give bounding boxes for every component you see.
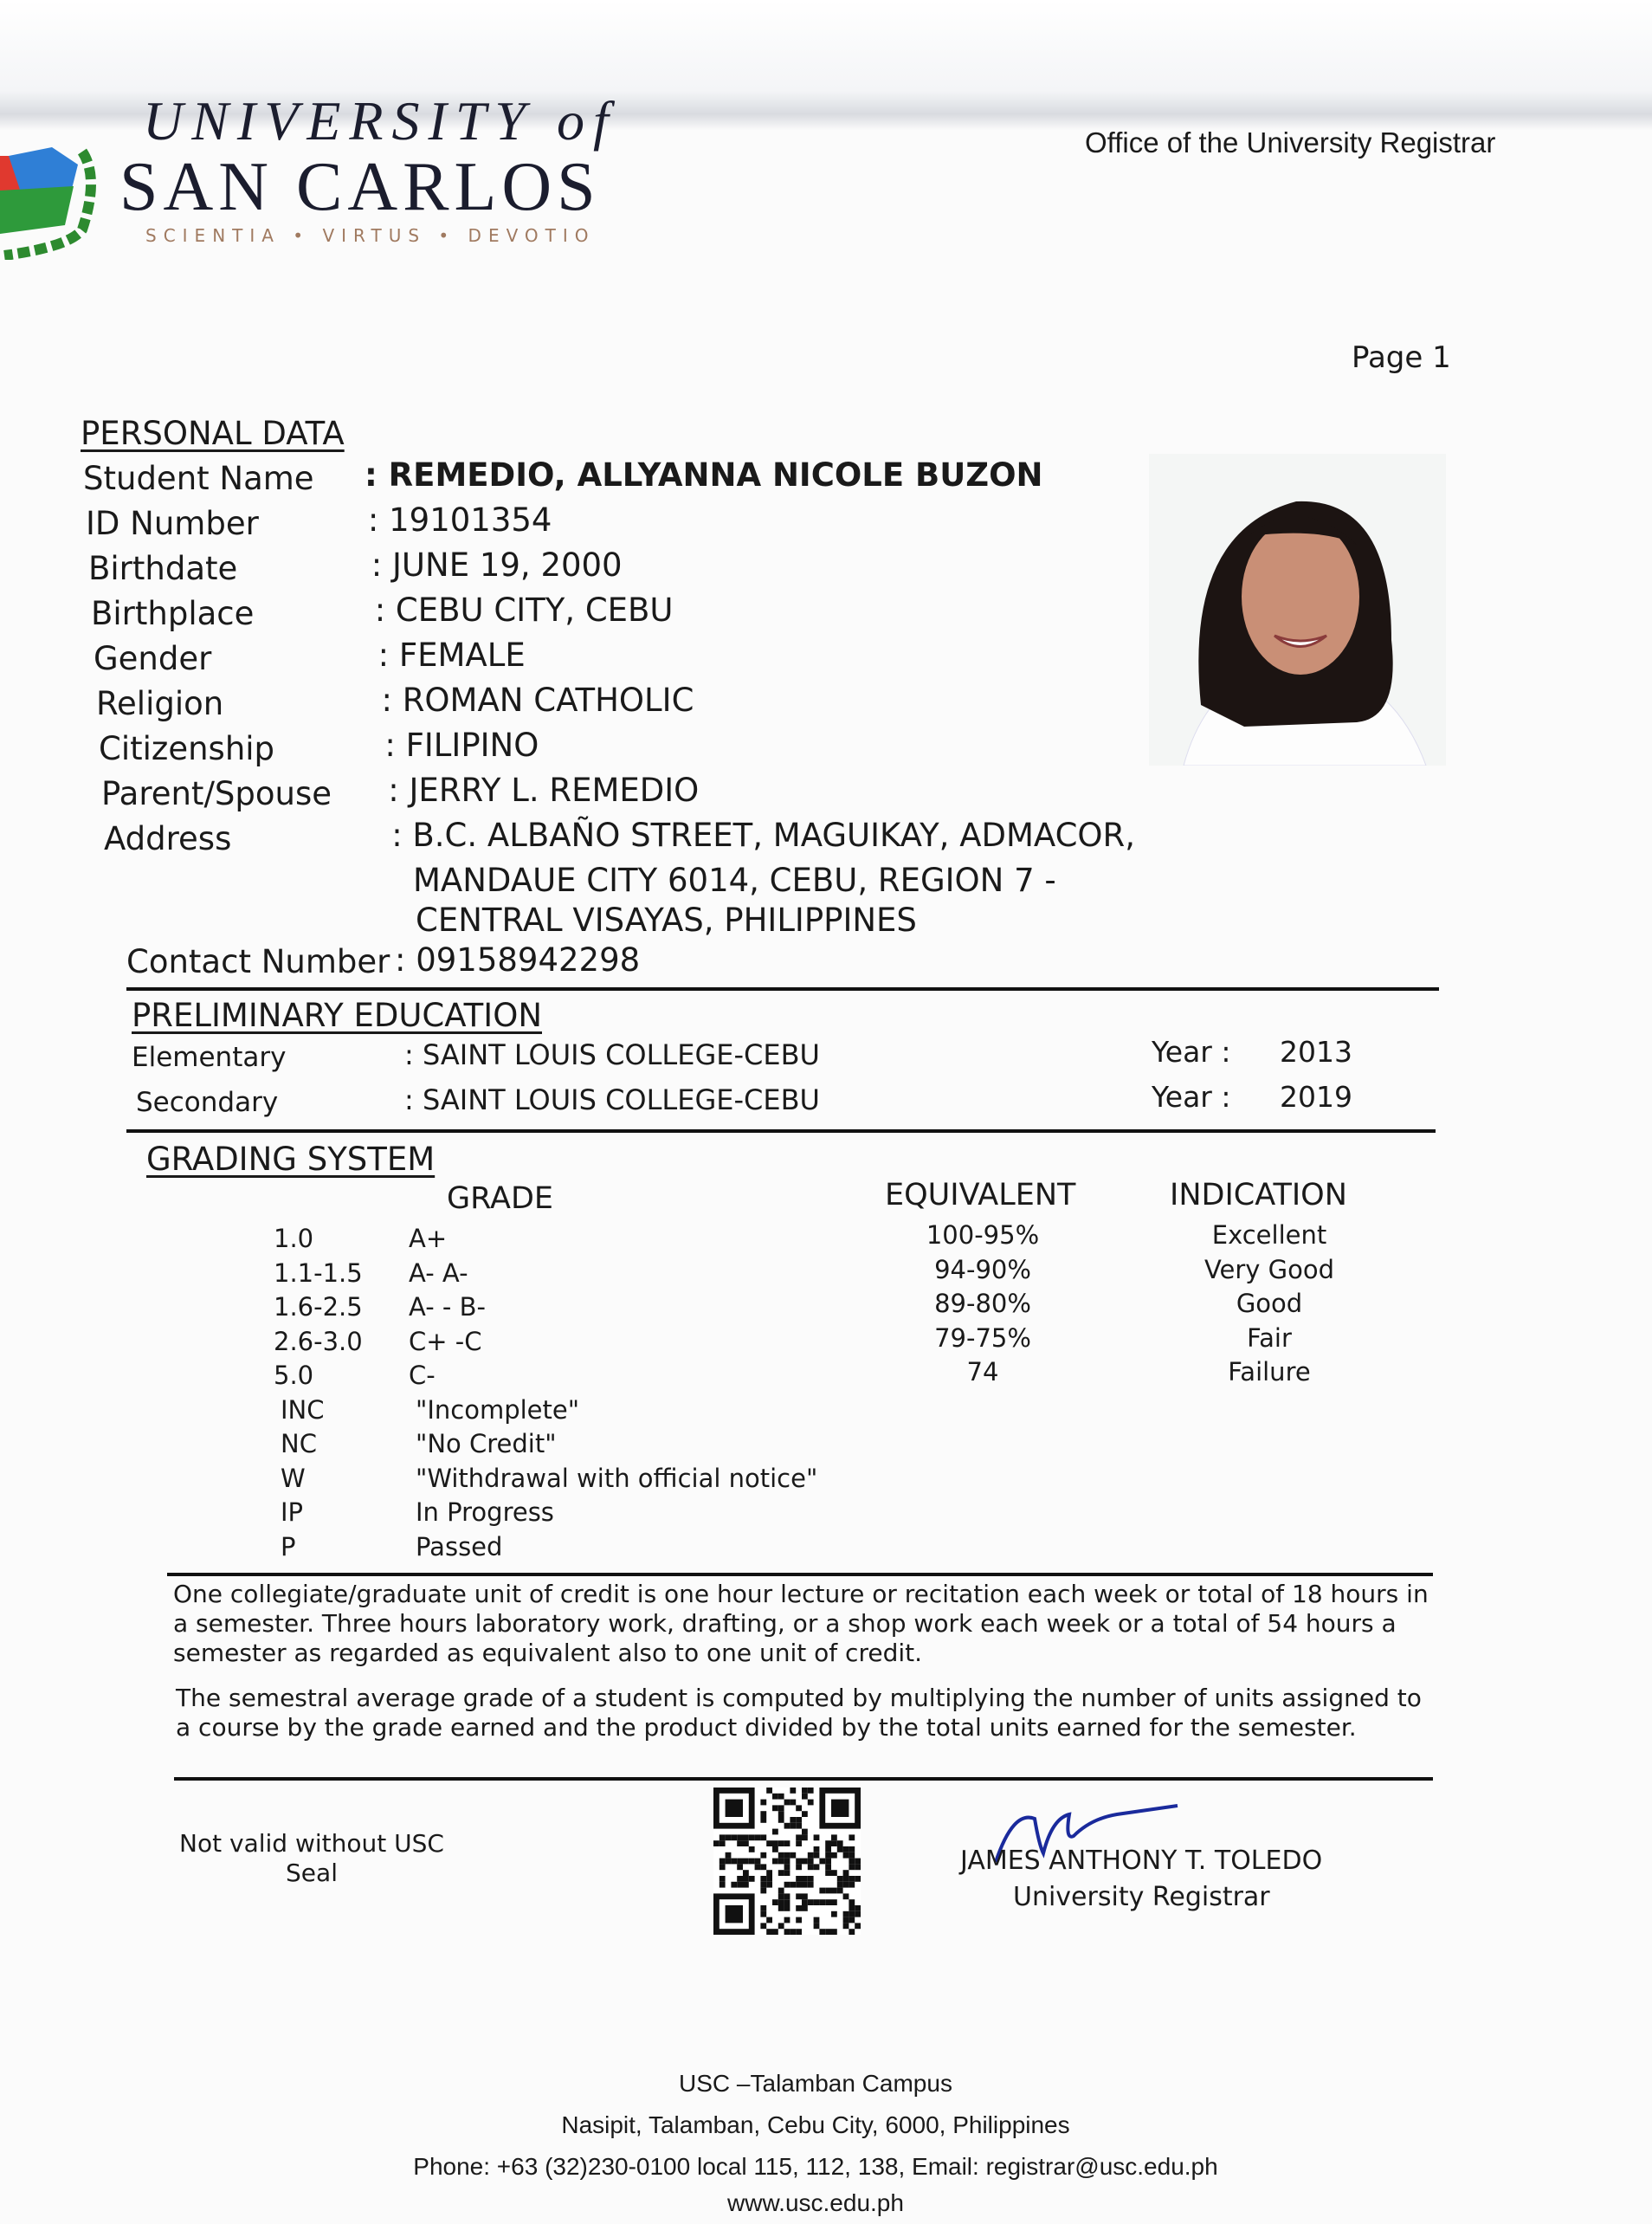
grade-indication: Excellent <box>1211 1220 1327 1250</box>
qr-module <box>808 1882 814 1888</box>
footer-website[interactable]: www.usc.edu.ph <box>727 2189 904 2216</box>
qr-module <box>731 1834 737 1840</box>
qr-module <box>760 1876 766 1882</box>
qr-module <box>814 1923 820 1929</box>
grade-description: In Progress <box>416 1497 554 1527</box>
grading-system-title: GRADING SYSTEM <box>146 1141 436 1178</box>
qr-module <box>831 1899 837 1905</box>
grade-header: GRADE <box>447 1181 554 1216</box>
qr-module <box>755 1864 761 1870</box>
qr-module <box>772 1859 778 1865</box>
qr-module <box>796 1823 802 1829</box>
credit-note: One collegiate/graduate unit of credit is one hour lecture or recitation each week or total of 18 hours in a semester. Three hours laboratory work, drafting, or a shop work each week or a total of 54 hours a semester as regarded as equivalent also to one unit of credit. <box>173 1580 1429 1667</box>
qr-module <box>843 1876 849 1882</box>
qr-module <box>766 1840 772 1846</box>
qr-module <box>743 1834 749 1840</box>
qr-module <box>784 1917 791 1923</box>
qr-module <box>837 1888 843 1894</box>
qr-module <box>796 1834 802 1840</box>
qr-module <box>796 1840 802 1846</box>
qr-module <box>825 1846 831 1852</box>
qr-module <box>814 1864 820 1870</box>
qr-module <box>726 1834 732 1840</box>
address-line3: CENTRAL VISAYAS, PHILIPPINES <box>416 902 917 939</box>
qr-module <box>843 1846 849 1852</box>
qr-module <box>796 1893 802 1899</box>
qr-module <box>790 1929 796 1935</box>
qr-module <box>802 1859 808 1865</box>
qr-module <box>720 1882 726 1888</box>
qr-module <box>772 1829 778 1835</box>
qr-module <box>849 1846 855 1852</box>
qr-module <box>720 1859 726 1865</box>
qr-module <box>814 1917 820 1923</box>
qr-module <box>749 1834 755 1840</box>
grade-equivalent: 89-80% <box>934 1289 1031 1318</box>
qr-module <box>843 1893 849 1899</box>
grade-indication: Failure <box>1228 1357 1311 1387</box>
average-note: The semestral average grade of a student is computed by multiplying the number of units assigned to a course by the grade earned and the product divided by the total units earned for the semester. <box>176 1684 1422 1742</box>
education-level: Elementary <box>132 1042 287 1073</box>
grade-code: P <box>281 1531 296 1561</box>
field-label: Citizenship <box>99 730 275 767</box>
qr-module <box>760 1852 766 1859</box>
qr-module <box>778 1870 784 1876</box>
qr-module <box>825 1929 831 1935</box>
field-value: : JUNE 19, 2000 <box>371 546 623 584</box>
divider <box>174 1777 1433 1781</box>
qr-module <box>802 1794 808 1800</box>
grade-code: IP <box>281 1497 304 1527</box>
qr-module <box>808 1852 814 1859</box>
qr-module <box>720 1876 726 1882</box>
field-value: : CEBU CITY, CEBU <box>374 592 674 629</box>
qr-module <box>849 1929 855 1935</box>
qr-module <box>743 1876 749 1882</box>
field-label: Parent/Spouse <box>101 775 332 812</box>
qr-module <box>784 1859 791 1865</box>
qr-module <box>766 1788 772 1794</box>
year-label: Year : <box>1152 1080 1231 1114</box>
qr-module <box>831 1834 837 1840</box>
qr-module <box>778 1852 784 1859</box>
qr-module <box>743 1840 749 1846</box>
qr-module <box>802 1811 808 1817</box>
qr-module <box>802 1899 808 1905</box>
grade-indication: Fair <box>1247 1322 1292 1353</box>
grade-code: 1.6-2.5 <box>274 1292 363 1322</box>
qr-module <box>720 1864 726 1870</box>
qr-module <box>760 1882 766 1888</box>
grade-code: 2.6-3.0 <box>274 1326 363 1356</box>
qr-module <box>784 1893 791 1899</box>
registrar-title: University Registrar <box>1013 1882 1270 1912</box>
qr-module <box>855 1864 861 1870</box>
qr-module <box>819 1888 825 1894</box>
qr-module <box>831 1800 849 1817</box>
qr-module <box>849 1899 855 1905</box>
preliminary-education-title: PRELIMINARY EDUCATION <box>132 997 542 1034</box>
qr-module <box>802 1876 808 1882</box>
qr-module <box>849 1859 855 1865</box>
qr-module <box>737 1840 743 1846</box>
field-label: Birthdate <box>88 550 238 587</box>
qr-module <box>778 1811 784 1817</box>
field-label: Student Name <box>83 460 314 497</box>
field-value: : FILIPINO <box>384 727 539 764</box>
qr-module <box>784 1882 791 1888</box>
qr-module <box>796 1817 802 1823</box>
qr-module <box>837 1876 843 1882</box>
qr-module <box>796 1882 802 1888</box>
qr-module <box>819 1929 825 1935</box>
field-label: Address <box>104 820 232 857</box>
qr-module <box>790 1823 796 1829</box>
qr-module <box>808 1864 814 1870</box>
qr-module <box>849 1911 855 1917</box>
grade-equivalent: 94-90% <box>934 1254 1031 1284</box>
qr-module <box>743 1882 749 1888</box>
qr-module <box>849 1834 855 1840</box>
logo-line2: SAN CARLOS <box>119 149 601 225</box>
grade-description: "Incomplete" <box>416 1394 580 1425</box>
grade-code: 1.1-1.5 <box>274 1257 363 1288</box>
year-label: Year : <box>1152 1035 1231 1069</box>
qr-module <box>831 1911 837 1917</box>
qr-module <box>772 1846 778 1852</box>
qr-module <box>737 1834 743 1840</box>
footer-contact: Phone: +63 (32)230-0100 local 115, 112, 138, Email: registrar@usc.edu.ph <box>413 2153 1218 2180</box>
qr-module <box>760 1905 766 1911</box>
qr-module <box>855 1876 861 1882</box>
grade-indication: Very Good <box>1204 1254 1335 1284</box>
qr-module <box>784 1823 791 1829</box>
divider <box>167 1573 1433 1576</box>
qr-module <box>726 1905 743 1923</box>
grade-description: A- A- <box>409 1257 468 1288</box>
seal-note-line2: Seal <box>286 1858 338 1887</box>
qr-module <box>802 1829 808 1835</box>
grade-indication: Good <box>1236 1289 1303 1318</box>
grade-equivalent: 79-75% <box>934 1322 1031 1353</box>
university-seal-icon <box>0 139 113 260</box>
qr-module <box>849 1852 855 1859</box>
qr-module <box>825 1864 831 1870</box>
divider <box>126 987 1439 991</box>
qr-module <box>778 1899 784 1905</box>
qr-module <box>843 1917 849 1923</box>
qr-module <box>796 1917 802 1923</box>
qr-module <box>720 1840 726 1846</box>
qr-module <box>778 1805 784 1811</box>
qr-module <box>743 1870 749 1876</box>
qr-module <box>772 1840 778 1846</box>
qr-module <box>737 1882 743 1888</box>
year-value: 2013 <box>1280 1035 1352 1069</box>
field-value: : 19101354 <box>367 501 552 539</box>
grade-code: W <box>281 1463 306 1493</box>
qr-module <box>737 1876 743 1882</box>
qr-module <box>825 1888 831 1894</box>
qr-module <box>784 1800 791 1806</box>
qr-module <box>831 1852 837 1859</box>
address-line2: MANDAUE CITY 6014, CEBU, REGION 7 - <box>413 862 1056 899</box>
qr-module <box>790 1817 796 1823</box>
equivalent-header: EQUIVALENT <box>885 1178 1076 1212</box>
qr-module <box>843 1882 849 1888</box>
qr-module <box>755 1859 761 1865</box>
qr-module <box>766 1870 772 1876</box>
personal-data-title: PERSONAL DATA <box>81 415 345 452</box>
field-label: Religion <box>96 685 224 722</box>
qr-module <box>796 1876 802 1882</box>
qr-module <box>784 1852 791 1859</box>
qr-module <box>796 1905 802 1911</box>
grade-description: "Withdrawal with official notice" <box>416 1463 818 1493</box>
qr-module <box>749 1859 755 1865</box>
qr-module <box>849 1905 855 1911</box>
seal-note <box>139 1829 485 1887</box>
qr-module <box>760 1911 766 1917</box>
qr-module <box>766 1929 772 1935</box>
qr-module <box>802 1834 808 1840</box>
qr-module <box>772 1899 778 1905</box>
contact-value: : 09158942298 <box>395 941 641 979</box>
grade-code: 5.0 <box>274 1361 314 1390</box>
student-photo <box>1149 454 1446 766</box>
qr-module <box>843 1923 849 1929</box>
grade-equivalent: 74 <box>966 1357 999 1387</box>
qr-module <box>784 1870 791 1876</box>
qr-module <box>796 1929 802 1935</box>
grade-description: C+ -C <box>409 1326 482 1356</box>
qr-module <box>760 1834 766 1840</box>
field-value: : ROMAN CATHOLIC <box>381 682 694 719</box>
qr-module <box>790 1788 796 1794</box>
qr-module <box>766 1876 772 1882</box>
contact-label: Contact Number <box>126 943 390 980</box>
qr-module <box>726 1852 732 1859</box>
qr-module <box>849 1864 855 1870</box>
qr-module <box>808 1876 814 1882</box>
field-label: Birthplace <box>91 595 255 632</box>
footer-address: Nasipit, Talamban, Cebu City, 6000, Philippines <box>561 2111 1070 2138</box>
qr-module <box>849 1882 855 1888</box>
school-name: : SAINT LOUIS COLLEGE-CEBU <box>404 1083 820 1116</box>
field-label: Gender <box>94 640 212 677</box>
qr-module <box>749 1876 755 1882</box>
qr-module <box>778 1893 784 1899</box>
qr-module <box>855 1923 861 1929</box>
qr-module <box>720 1834 726 1840</box>
office-title: Office of the University Registrar <box>1085 126 1496 158</box>
year-value: 2019 <box>1280 1080 1352 1114</box>
qr-module <box>855 1905 861 1911</box>
grade-code: NC <box>281 1429 317 1458</box>
qr-module <box>814 1834 820 1840</box>
qr-module <box>784 1929 791 1935</box>
qr-module <box>843 1911 849 1917</box>
page-number: Page 1 <box>1352 340 1451 375</box>
qr-module <box>814 1846 820 1852</box>
field-value: : JERRY L. REMEDIO <box>388 772 700 809</box>
footer-campus: USC –Talamban Campus <box>679 2070 952 2097</box>
qr-module <box>760 1923 766 1929</box>
grade-equivalent: 100-95% <box>926 1220 1040 1250</box>
qr-module <box>849 1917 855 1923</box>
field-value: : FEMALE <box>378 637 526 674</box>
qr-module <box>772 1805 778 1811</box>
qr-module <box>825 1852 831 1859</box>
qr-module <box>778 1794 784 1800</box>
qr-module <box>814 1852 820 1859</box>
qr-module <box>778 1859 784 1865</box>
qr-module <box>766 1882 772 1888</box>
grade-description: Passed <box>416 1531 503 1561</box>
qr-module <box>790 1882 796 1888</box>
qr-module <box>837 1882 843 1888</box>
qr-module <box>825 1899 831 1905</box>
qr-module <box>825 1840 831 1846</box>
qr-module <box>784 1899 791 1905</box>
qr-module <box>778 1817 784 1823</box>
qr-module <box>855 1859 861 1865</box>
qr-module <box>802 1788 808 1794</box>
field-label: ID Number <box>86 505 259 542</box>
qr-module <box>755 1834 761 1840</box>
qr-module <box>837 1846 843 1852</box>
qr-module <box>760 1864 766 1870</box>
qr-module <box>825 1859 831 1865</box>
qr-module <box>790 1852 796 1859</box>
qr-module <box>731 1859 737 1865</box>
qr-module <box>737 1859 743 1865</box>
grade-description: A+ <box>409 1224 448 1253</box>
qr-module <box>802 1893 808 1899</box>
qr-module <box>831 1870 837 1876</box>
qr-module <box>790 1800 796 1806</box>
qr-module <box>843 1852 849 1859</box>
logo-motto: SCIENTIA • VIRTUS • DEVOTIO <box>145 225 596 246</box>
qr-module <box>808 1899 814 1905</box>
qr-module <box>831 1888 837 1894</box>
qr-module <box>726 1800 743 1817</box>
field-value: : B.C. ALBAÑO STREET, MAGUIKAY, ADMACOR, <box>391 817 1136 854</box>
qr-module <box>778 1888 784 1894</box>
qr-module <box>749 1846 755 1852</box>
qr-module <box>784 1905 791 1911</box>
qr-module <box>814 1899 820 1905</box>
qr-module <box>743 1859 749 1865</box>
qr-module <box>802 1882 808 1888</box>
qr-module <box>837 1840 843 1846</box>
qr-module <box>808 1800 814 1806</box>
divider <box>126 1129 1436 1133</box>
school-name: : SAINT LOUIS COLLEGE-CEBU <box>404 1038 820 1071</box>
education-level: Secondary <box>136 1087 279 1118</box>
qr-module <box>778 1840 784 1846</box>
qr-module <box>855 1911 861 1917</box>
grade-description: "No Credit" <box>416 1429 557 1458</box>
qr-module <box>819 1859 825 1865</box>
qr-module <box>808 1788 814 1794</box>
qr-module <box>831 1929 837 1935</box>
qr-module <box>731 1882 737 1888</box>
qr-module <box>778 1923 784 1929</box>
grade-description: A- - B- <box>409 1292 486 1322</box>
logo-line1: UNIVERSITY of <box>143 90 617 152</box>
qr-module <box>778 1905 784 1911</box>
qr-module <box>843 1870 849 1876</box>
qr-module <box>802 1905 808 1911</box>
qr-code <box>713 1788 861 1935</box>
qr-module <box>772 1929 778 1935</box>
qr-module <box>849 1876 855 1882</box>
seal-note-line1: Not valid without USC <box>179 1829 444 1858</box>
qr-module <box>766 1917 772 1923</box>
qr-module <box>784 1864 791 1870</box>
qr-module <box>831 1840 837 1846</box>
qr-module <box>726 1859 732 1865</box>
qr-module <box>760 1888 766 1894</box>
qr-module <box>772 1794 778 1800</box>
qr-module <box>760 1811 766 1817</box>
qr-module <box>784 1840 791 1846</box>
qr-module <box>760 1800 766 1806</box>
grade-code: INC <box>281 1394 325 1425</box>
qr-module <box>825 1870 831 1876</box>
qr-module <box>808 1859 814 1865</box>
qr-module <box>796 1864 802 1870</box>
indication-header: INDICATION <box>1170 1178 1347 1212</box>
qr-module <box>819 1899 825 1905</box>
qr-module <box>796 1805 802 1811</box>
qr-module <box>713 1840 720 1846</box>
qr-module <box>796 1859 802 1865</box>
grade-code: 1.0 <box>274 1224 314 1253</box>
registrar-name: JAMES ANTHONY T. TOLEDO <box>960 1846 1323 1876</box>
grade-description: C- <box>409 1361 436 1390</box>
qr-module <box>760 1817 766 1823</box>
qr-module <box>737 1864 743 1870</box>
field-value: : REMEDIO, ALLYANNA NICOLE BUZON <box>365 456 1043 494</box>
